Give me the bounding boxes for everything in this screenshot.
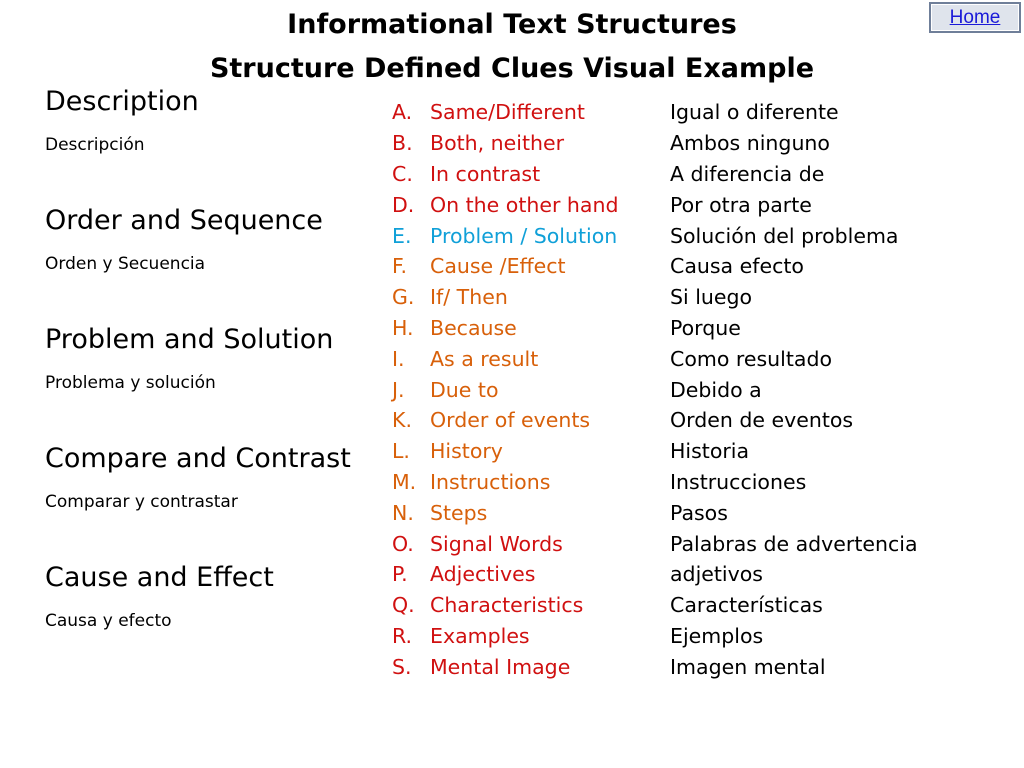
clue-spanish: adjetivos (670, 562, 763, 587)
clue-english: On the other hand (430, 192, 619, 217)
clues-list (392, 97, 952, 682)
clue-english: Mental Image (430, 654, 571, 679)
structure-compare-contrast-es: Comparar y contrastar (45, 492, 238, 512)
page-title: Informational Text Structures (287, 9, 737, 40)
clue-spanish: Historia (670, 439, 750, 464)
clue-row (392, 436, 952, 467)
clue-english: Signal Words (430, 531, 563, 556)
clue-spanish: Debido a (670, 377, 762, 402)
clue-english: Examples (430, 623, 530, 648)
clue-spanish: Igual o diferente (670, 100, 839, 125)
clue-letter: B. (392, 131, 413, 156)
clue-row (392, 621, 952, 652)
clue-spanish: Pasos (670, 500, 728, 525)
clue-english: Steps (430, 500, 488, 525)
clue-english: Due to (430, 377, 499, 402)
clue-row (392, 405, 952, 436)
clue-letter: C. (392, 161, 413, 186)
clue-letter: R. (392, 623, 413, 648)
structure-description-es: Descripción (45, 135, 145, 155)
clue-letter: S. (392, 654, 412, 679)
clue-english: Cause /Effect (430, 254, 566, 279)
clue-spanish: Por otra parte (670, 192, 812, 217)
clue-letter: F. (392, 254, 408, 279)
structure-description: Description (45, 86, 199, 117)
clue-row (392, 467, 952, 498)
clue-letter: J. (392, 377, 405, 402)
clue-letter: N. (392, 500, 414, 525)
clue-letter: Q. (392, 593, 415, 618)
clue-row (392, 220, 952, 251)
clue-row (392, 343, 952, 374)
clue-spanish: Porque (670, 315, 741, 340)
clue-letter: L. (392, 439, 410, 464)
clue-spanish: Como resultado (670, 346, 832, 371)
structure-order-sequence: Order and Sequence (45, 205, 323, 236)
clue-english: In contrast (430, 161, 541, 186)
clue-spanish: Imagen mental (670, 654, 826, 679)
clue-english: As a result (430, 346, 539, 371)
clue-spanish: Ejemplos (670, 623, 764, 648)
clue-english: Order of events (430, 408, 591, 433)
clue-letter: K. (392, 408, 412, 433)
clue-row (392, 251, 952, 282)
clue-row (392, 189, 952, 220)
clue-row (392, 282, 952, 313)
structure-order-sequence-es: Orden y Secuencia (45, 254, 206, 274)
clue-letter: O. (392, 531, 414, 556)
clue-row (392, 651, 952, 682)
clue-spanish: Instrucciones (670, 469, 807, 494)
clue-english: History (430, 439, 503, 464)
clue-spanish: Si luego (670, 285, 753, 310)
clue-row (392, 97, 952, 128)
clue-letter: D. (392, 192, 415, 217)
clue-row (392, 528, 952, 559)
clue-spanish: Orden de eventos (670, 408, 854, 433)
clue-row (392, 128, 952, 159)
clue-english: Characteristics (430, 593, 584, 618)
clue-english: Same/Different (430, 100, 585, 125)
structure-compare-contrast: Compare and Contrast (45, 443, 351, 474)
clue-row (392, 559, 952, 590)
clue-spanish: Palabras de advertencia (670, 531, 918, 556)
clue-spanish: Causa efecto (670, 254, 804, 279)
clue-letter: G. (392, 285, 415, 310)
clue-spanish: Características (670, 593, 823, 618)
clue-row (392, 159, 952, 190)
page-subtitle: Structure Defined Clues Visual Example (209, 53, 815, 84)
clue-english: Adjectives (430, 562, 536, 587)
clue-english: If/ Then (430, 285, 508, 310)
clue-english: Problem / Solution (430, 223, 618, 248)
clue-letter: M. (392, 469, 417, 494)
clue-spanish: A diferencia de (670, 161, 825, 186)
structure-cause-effect-es: Causa y efecto (45, 611, 172, 631)
structure-problem-solution-es: Problema y solución (45, 373, 216, 393)
clue-letter: H. (392, 315, 414, 340)
clue-spanish: Solución del problema (670, 223, 899, 248)
structure-cause-effect: Cause and Effect (45, 562, 274, 593)
clue-english: Because (430, 315, 517, 340)
clue-row (392, 374, 952, 405)
clue-english: Instructions (430, 469, 551, 494)
clue-letter: A. (392, 100, 413, 125)
clue-row (392, 590, 952, 621)
clue-english: Both, neither (430, 131, 565, 156)
clue-letter: P. (392, 562, 408, 587)
structure-problem-solution: Problem and Solution (45, 324, 334, 355)
home-link[interactable]: Home (949, 6, 1001, 28)
clue-spanish: Ambos ninguno (670, 131, 830, 156)
clue-row (392, 313, 952, 344)
clue-letter: I. (392, 346, 405, 371)
clue-letter: E. (392, 223, 412, 248)
clue-row (392, 497, 952, 528)
